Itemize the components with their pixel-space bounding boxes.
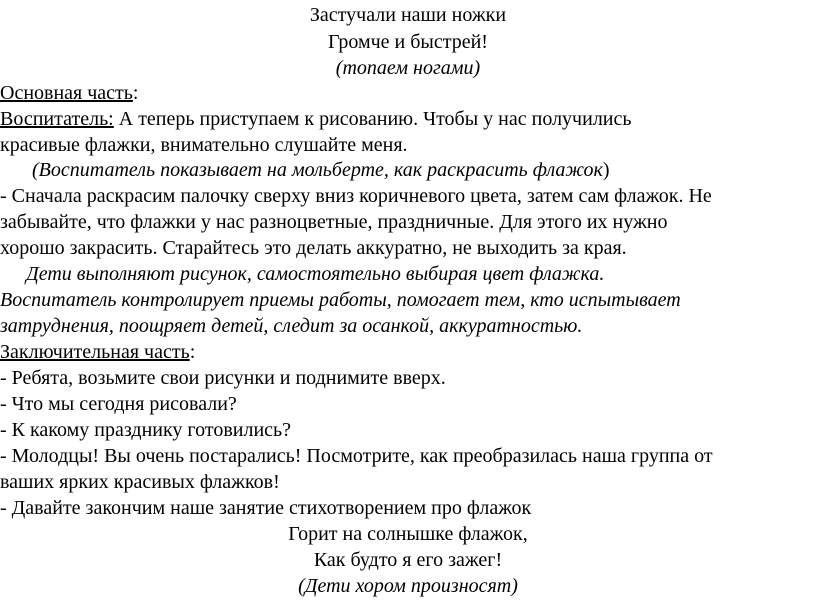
teacher-line-2: красивые флажки, внимательно слушайте меня. [0, 134, 408, 156]
instruction-line-3: хорошо закрасить. Старайтесь это делать аккуратно, не выходить за края. [0, 237, 627, 259]
poem-intro-note: (топаем ногами) [335, 57, 481, 79]
poem-intro-line-1: Застучали наши ножки [309, 4, 507, 26]
main-part-heading-line [0, 80, 816, 106]
instruction-line-2: забывайте, что флажки у нас разноцветные, праздничные. Для этого их нужно [0, 211, 668, 233]
main-part-heading: Основная часть [0, 82, 133, 104]
question-line-4: - Молодцы! Вы очень постарались! Посмотрите, как преобразилась наша группа от [0, 445, 713, 467]
question-line-1: - Ребята, возьмите свои рисунки и поднимите вверх. [0, 367, 446, 389]
demo-note-close: ) [602, 159, 610, 181]
instruction-line-1: - Сначала раскрасим палочку сверху вниз коричневого цвета, затем сам флажок. Не [0, 185, 712, 207]
teacher-line-1 [0, 106, 816, 132]
demo-note-line [32, 157, 816, 183]
activity-line-1: Дети выполняют рисунок, самостоятельно выбирая цвет флажка. [26, 263, 605, 285]
question-line-5: - Давайте закончим наше занятие стихотворением про флажок [0, 497, 532, 519]
question-line-3: - К какому празднику готовились? [0, 419, 292, 441]
activity-line-3: затруднения, поощряет детей, следит за осанкой, аккуратностью. [0, 315, 583, 337]
poem-end-note: (Дети хором произносят) [298, 575, 518, 597]
final-part-heading-colon: : [189, 341, 196, 363]
question-line-4-continued: ваших ярких красивых флажков! [0, 471, 280, 493]
final-part-heading: Заключительная часть [0, 341, 190, 363]
teacher-label: Воспитатель: [0, 108, 114, 130]
poem-end-line-1: Горит на солнышке флажок, [288, 523, 528, 545]
poem-end-line-2: Как будто я его зажег! [313, 549, 503, 571]
activity-line-2: Воспитатель контролирует приемы работы, помогает тем, кто испытывает [0, 289, 681, 311]
demo-note: (Воспитатель показывает на мольберте, как раскрасить флажок [32, 159, 603, 181]
question-line-2: - Что мы сегодня рисовали? [0, 393, 237, 415]
poem-intro-line-2: Громче и быстрей! [328, 31, 488, 53]
teacher-text-1: А теперь приступаем к рисованию. Чтобы у нас получились [113, 108, 632, 130]
main-part-heading-colon: : [132, 82, 139, 104]
final-part-heading-line [0, 339, 816, 365]
